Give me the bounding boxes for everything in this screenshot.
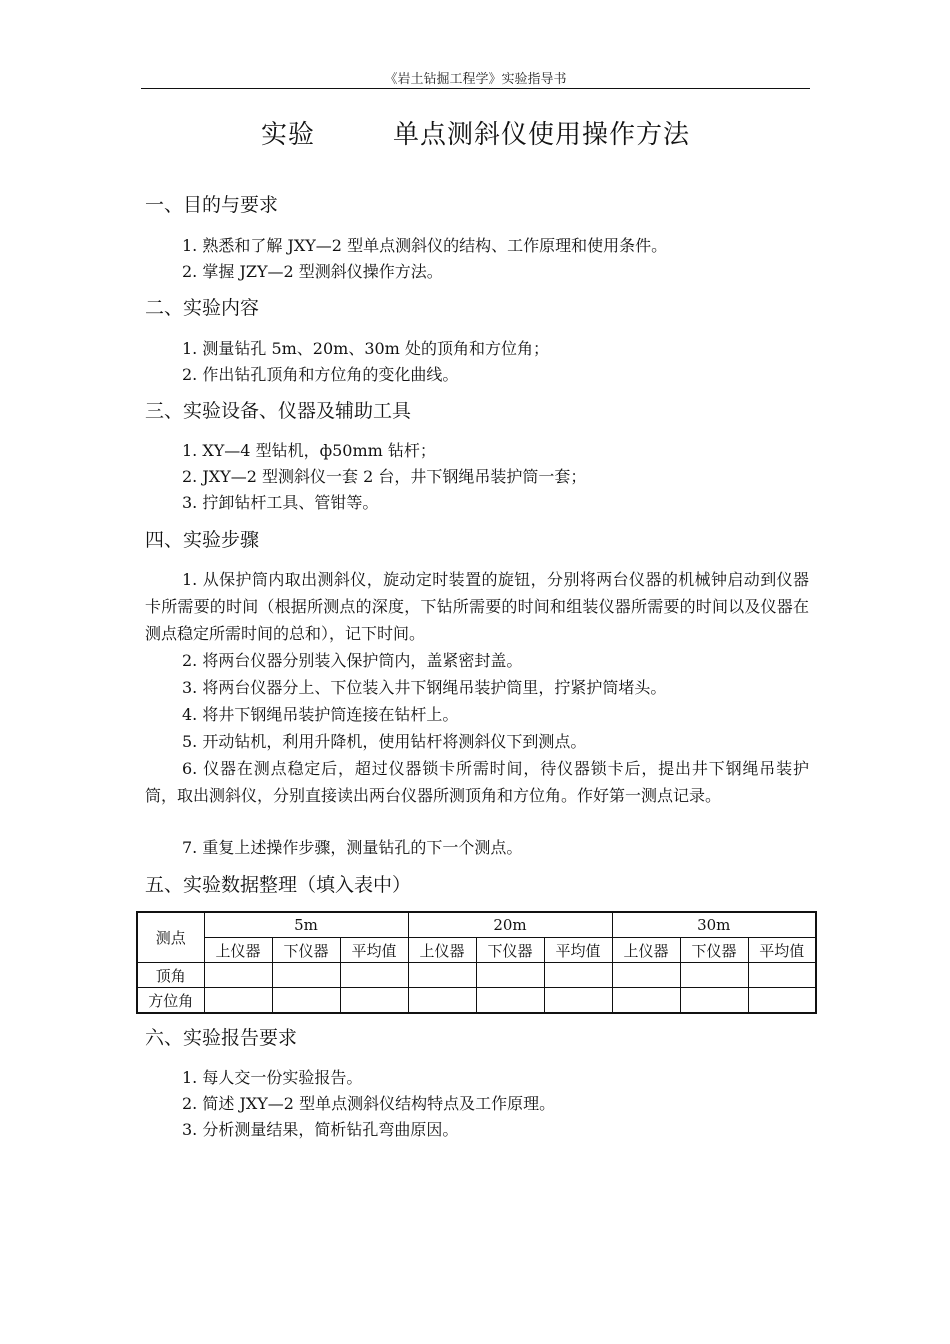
table-cell[interactable]	[680, 963, 748, 988]
step-paragraph: 2. 将两台仪器分别装入保护筒内，盖紧密封盖。	[182, 651, 523, 670]
section-heading-6: 六、实验报告要求	[145, 1027, 298, 1049]
subcol-header: 上仪器	[612, 938, 680, 963]
running-header: 《岩土钻掘工程学》实验指导书	[384, 72, 567, 87]
table-cell[interactable]	[544, 963, 612, 988]
table-cell[interactable]	[476, 963, 544, 988]
subcol-header: 下仪器	[476, 938, 544, 963]
row-header: 顶角	[137, 963, 204, 988]
title-main: 单点测斜仪使用操作方法	[393, 120, 691, 150]
table-cell[interactable]	[612, 988, 680, 1014]
list-item: 1. 熟悉和了解 JXY—2 型单点测斜仪的结构、工作原理和使用条件。	[182, 236, 668, 255]
table-cell[interactable]	[204, 963, 272, 988]
table-cell[interactable]	[408, 963, 476, 988]
header-divider	[141, 88, 810, 89]
table-cell[interactable]	[272, 963, 340, 988]
section-heading-3: 三、实验设备、仪器及辅助工具	[145, 400, 412, 422]
list-item: 2. 简述 JXY—2 型单点测斜仪结构特点及工作原理。	[182, 1094, 556, 1113]
step-paragraph: 1. 从保护筒内取出测斜仪，旋动定时装置的旋钮，分别将两台仪器的机械钟启动到仪器卡所需要的时间（根据所测点的深度，下钻所需要的时间和组装仪器所需要的时间以及仪器在测点稳定所需时间的总和），记下时间。	[145, 570, 809, 643]
list-item: 3. 分析测量结果，简析钻孔弯曲原因。	[182, 1120, 459, 1139]
depth-header: 30m	[612, 912, 816, 938]
table-cell[interactable]	[272, 988, 340, 1014]
subcol-header: 下仪器	[680, 938, 748, 963]
table-cell[interactable]	[476, 988, 544, 1014]
section-heading-1: 一、目的与要求	[145, 194, 279, 216]
subcol-header: 平均值	[544, 938, 612, 963]
title-prefix: 实验	[260, 120, 315, 150]
table-row	[137, 963, 816, 988]
subcol-header: 上仪器	[204, 938, 272, 963]
list-item: 1. 测量钻孔 5m、20m、30m 处的顶角和方位角；	[182, 339, 549, 358]
depth-header: 20m	[408, 912, 612, 938]
section-heading-5: 五、实验数据整理（填入表中）	[145, 874, 412, 896]
table-cell[interactable]	[748, 963, 816, 988]
list-item: 1. XY—4 型钻机，ф50mm 钻杆；	[182, 441, 436, 460]
list-item: 2. 掌握 JZY—2 型测斜仪操作方法。	[182, 262, 443, 281]
depth-header: 5m	[204, 912, 408, 938]
step-paragraph: 4. 将井下钢绳吊装护筒连接在钻杆上。	[182, 705, 459, 724]
list-item: 2. JXY—2 型测斜仪一套 2 台，井下钢绳吊装护筒一套；	[182, 467, 587, 486]
table-cell[interactable]	[340, 963, 408, 988]
table-cell[interactable]	[680, 988, 748, 1014]
section-heading-2: 二、实验内容	[145, 297, 260, 319]
subcol-header: 平均值	[340, 938, 408, 963]
data-table	[136, 911, 817, 1014]
table-cell[interactable]	[544, 988, 612, 1014]
step-paragraph: 5. 开动钻机，利用升降机，使用钻杆将测斜仪下到测点。	[182, 732, 587, 751]
table-cell[interactable]	[204, 988, 272, 1014]
table-corner-header: 测点	[137, 912, 204, 963]
table-cell[interactable]	[408, 988, 476, 1014]
step-paragraph: 3. 将两台仪器分上、下位装入井下钢绳吊装护筒里，拧紧护筒堵头。	[182, 678, 667, 697]
table-cell[interactable]	[340, 988, 408, 1014]
list-item: 3. 拧卸钻杆工具、管钳等。	[182, 493, 379, 512]
subcol-header: 上仪器	[408, 938, 476, 963]
page-title	[141, 114, 810, 151]
list-item: 1. 每人交一份实验报告。	[182, 1068, 363, 1087]
section-heading-4: 四、实验步骤	[145, 529, 260, 551]
step-paragraph: 7. 重复上述操作步骤，测量钻孔的下一个测点。	[182, 838, 523, 857]
subcol-header: 下仪器	[272, 938, 340, 963]
table-cell[interactable]	[748, 988, 816, 1014]
list-item: 2. 作出钻孔顶角和方位角的变化曲线。	[182, 365, 459, 384]
step-paragraph: 6. 仪器在测点稳定后，超过仪器锁卡所需时间，待仪器锁卡后，提出井下钢绳吊装护筒，取出测斜仪，分别直接读出两台仪器所测顶角和方位角。作好第一测点记录。	[145, 759, 809, 805]
table-row	[137, 988, 816, 1014]
table-cell[interactable]	[612, 963, 680, 988]
row-header: 方位角	[137, 988, 204, 1014]
subcol-header: 平均值	[748, 938, 816, 963]
